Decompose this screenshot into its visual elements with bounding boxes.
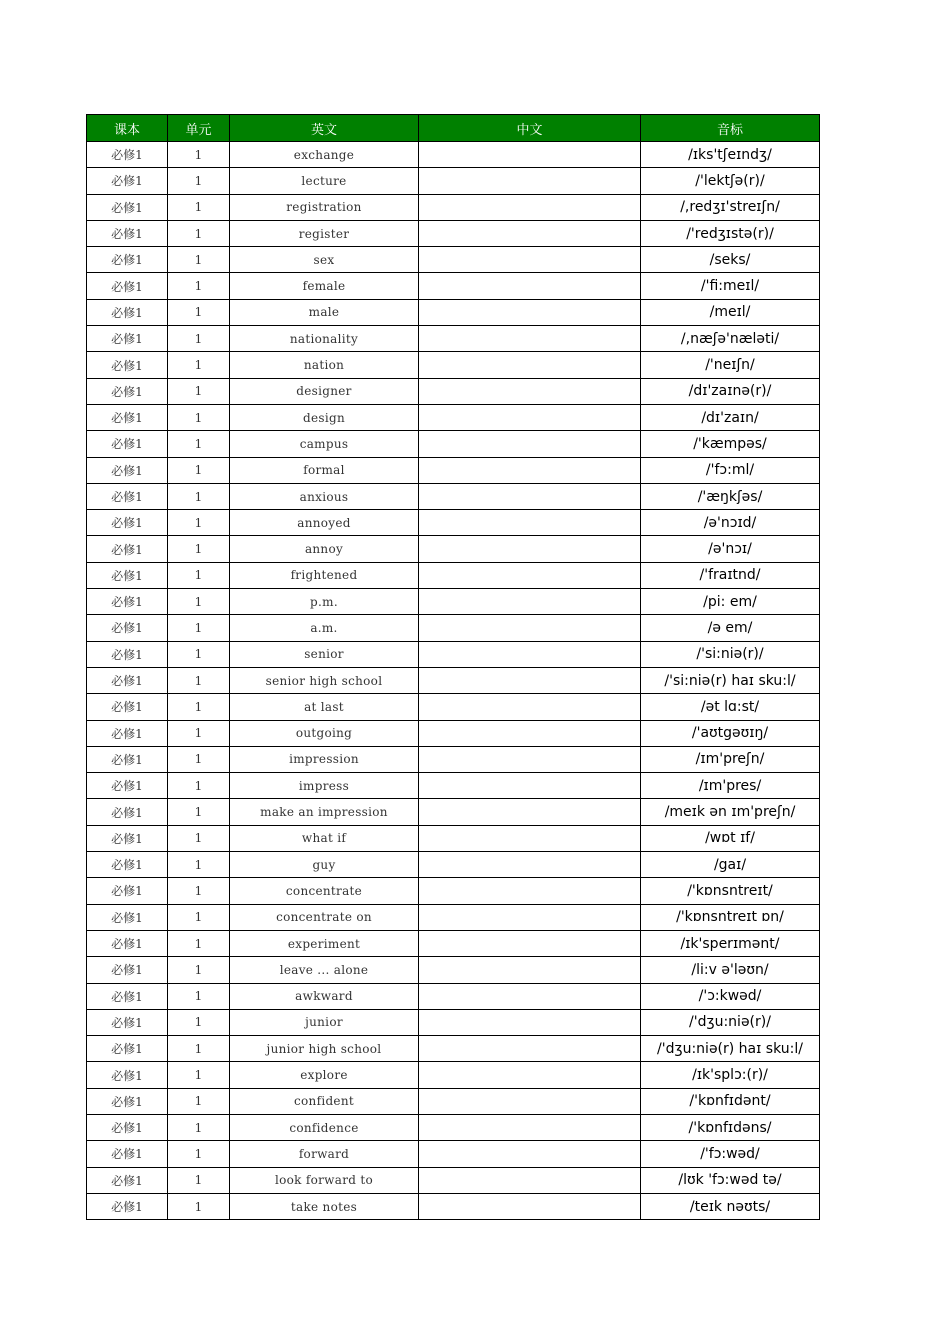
cell-chinese xyxy=(419,720,641,746)
cell-phonetic: /ə'nɔɪ/ xyxy=(641,536,820,562)
table-row xyxy=(87,930,820,956)
cell-english: designer xyxy=(230,378,419,404)
table-row xyxy=(87,194,820,220)
header-row xyxy=(87,115,820,142)
cell-book: 必修1 xyxy=(87,878,168,904)
cell-english: design xyxy=(230,404,419,430)
table-row xyxy=(87,536,820,562)
table-row xyxy=(87,510,820,536)
cell-chinese xyxy=(419,1193,641,1219)
cell-chinese xyxy=(419,299,641,325)
cell-phonetic: /'si:niə(r)/ xyxy=(641,641,820,667)
table-row xyxy=(87,667,820,693)
cell-book: 必修1 xyxy=(87,615,168,641)
cell-book: 必修1 xyxy=(87,273,168,299)
cell-unit: 1 xyxy=(168,483,230,509)
cell-english: anxious xyxy=(230,483,419,509)
cell-phonetic: /ɪm'preʃn/ xyxy=(641,746,820,772)
cell-unit: 1 xyxy=(168,957,230,983)
cell-phonetic: /lʊk 'fɔ:wəd tə/ xyxy=(641,1167,820,1193)
cell-book: 必修1 xyxy=(87,536,168,562)
table-row xyxy=(87,1141,820,1167)
cell-phonetic: /'redʒɪstə(r)/ xyxy=(641,220,820,246)
cell-chinese xyxy=(419,1036,641,1062)
cell-unit: 1 xyxy=(168,825,230,851)
cell-book: 必修1 xyxy=(87,220,168,246)
cell-phonetic: /dɪ'zaɪnə(r)/ xyxy=(641,378,820,404)
cell-chinese xyxy=(419,483,641,509)
cell-chinese xyxy=(419,220,641,246)
cell-chinese xyxy=(419,1009,641,1035)
cell-unit: 1 xyxy=(168,746,230,772)
cell-unit: 1 xyxy=(168,378,230,404)
cell-english: junior xyxy=(230,1009,419,1035)
cell-unit: 1 xyxy=(168,1114,230,1140)
cell-phonetic: /'fɔ:wəd/ xyxy=(641,1141,820,1167)
table-row xyxy=(87,825,820,851)
cell-book: 必修1 xyxy=(87,825,168,851)
cell-chinese xyxy=(419,378,641,404)
cell-english: lecture xyxy=(230,168,419,194)
table-row xyxy=(87,1167,820,1193)
cell-unit: 1 xyxy=(168,1009,230,1035)
table-row xyxy=(87,247,820,273)
cell-book: 必修1 xyxy=(87,352,168,378)
table-row xyxy=(87,1114,820,1140)
cell-book: 必修1 xyxy=(87,930,168,956)
cell-chinese xyxy=(419,510,641,536)
cell-book: 必修1 xyxy=(87,1141,168,1167)
cell-chinese xyxy=(419,694,641,720)
cell-chinese xyxy=(419,457,641,483)
cell-phonetic: /seks/ xyxy=(641,247,820,273)
cell-english: leave ... alone xyxy=(230,957,419,983)
cell-unit: 1 xyxy=(168,1062,230,1088)
cell-unit: 1 xyxy=(168,536,230,562)
cell-unit: 1 xyxy=(168,404,230,430)
cell-unit: 1 xyxy=(168,299,230,325)
table-row xyxy=(87,641,820,667)
cell-unit: 1 xyxy=(168,983,230,1009)
table-row xyxy=(87,878,820,904)
cell-unit: 1 xyxy=(168,930,230,956)
cell-book: 必修1 xyxy=(87,142,168,168)
table-row xyxy=(87,904,820,930)
cell-chinese xyxy=(419,930,641,956)
cell-phonetic: /teɪk nəʊts/ xyxy=(641,1193,820,1219)
cell-book: 必修1 xyxy=(87,957,168,983)
cell-chinese xyxy=(419,589,641,615)
table-row xyxy=(87,957,820,983)
header-unit: 单元 xyxy=(168,115,230,142)
cell-book: 必修1 xyxy=(87,326,168,352)
cell-phonetic: /pi: em/ xyxy=(641,589,820,615)
cell-english: nation xyxy=(230,352,419,378)
table-row xyxy=(87,720,820,746)
cell-english: experiment xyxy=(230,930,419,956)
cell-chinese xyxy=(419,1062,641,1088)
table-row xyxy=(87,983,820,1009)
cell-english: male xyxy=(230,299,419,325)
cell-book: 必修1 xyxy=(87,720,168,746)
cell-book: 必修1 xyxy=(87,1009,168,1035)
cell-phonetic: /ɪk'splɔ:(r)/ xyxy=(641,1062,820,1088)
cell-unit: 1 xyxy=(168,562,230,588)
cell-phonetic: /'dʒu:niə(r) haɪ sku:l/ xyxy=(641,1036,820,1062)
cell-chinese xyxy=(419,168,641,194)
cell-english: forward xyxy=(230,1141,419,1167)
cell-phonetic: /'fɔ:ml/ xyxy=(641,457,820,483)
cell-english: registration xyxy=(230,194,419,220)
cell-chinese xyxy=(419,431,641,457)
cell-english: concentrate xyxy=(230,878,419,904)
cell-phonetic: /'kɒnfɪdəns/ xyxy=(641,1114,820,1140)
cell-english: sex xyxy=(230,247,419,273)
vocabulary-table xyxy=(86,114,820,1220)
cell-unit: 1 xyxy=(168,194,230,220)
cell-book: 必修1 xyxy=(87,168,168,194)
cell-phonetic: /'æŋkʃəs/ xyxy=(641,483,820,509)
cell-phonetic: /'kɒnsntreɪt/ xyxy=(641,878,820,904)
cell-book: 必修1 xyxy=(87,1088,168,1114)
cell-phonetic: /'kɒnsntreɪt ɒn/ xyxy=(641,904,820,930)
table-row xyxy=(87,299,820,325)
cell-english: a.m. xyxy=(230,615,419,641)
cell-english: impression xyxy=(230,746,419,772)
cell-book: 必修1 xyxy=(87,641,168,667)
table-row xyxy=(87,1062,820,1088)
cell-unit: 1 xyxy=(168,510,230,536)
cell-english: awkward xyxy=(230,983,419,1009)
cell-chinese xyxy=(419,615,641,641)
cell-english: formal xyxy=(230,457,419,483)
cell-phonetic: /meɪl/ xyxy=(641,299,820,325)
table-row xyxy=(87,483,820,509)
table-body xyxy=(87,142,820,1220)
cell-phonetic: /meɪk ən ɪm'preʃn/ xyxy=(641,799,820,825)
cell-book: 必修1 xyxy=(87,799,168,825)
cell-chinese xyxy=(419,142,641,168)
cell-english: p.m. xyxy=(230,589,419,615)
cell-unit: 1 xyxy=(168,352,230,378)
cell-book: 必修1 xyxy=(87,510,168,536)
cell-chinese xyxy=(419,746,641,772)
table-row xyxy=(87,273,820,299)
cell-english: exchange xyxy=(230,142,419,168)
cell-chinese xyxy=(419,247,641,273)
cell-unit: 1 xyxy=(168,799,230,825)
header-phonetic: 音标 xyxy=(641,115,820,142)
cell-book: 必修1 xyxy=(87,1193,168,1219)
table-row xyxy=(87,142,820,168)
table-row xyxy=(87,326,820,352)
cell-chinese xyxy=(419,773,641,799)
cell-book: 必修1 xyxy=(87,1036,168,1062)
cell-unit: 1 xyxy=(168,457,230,483)
cell-unit: 1 xyxy=(168,641,230,667)
cell-english: at last xyxy=(230,694,419,720)
cell-book: 必修1 xyxy=(87,457,168,483)
cell-unit: 1 xyxy=(168,852,230,878)
cell-english: guy xyxy=(230,852,419,878)
cell-book: 必修1 xyxy=(87,1062,168,1088)
cell-phonetic: /li:v ə'ləʊn/ xyxy=(641,957,820,983)
cell-phonetic: /'aʊtgəʊɪŋ/ xyxy=(641,720,820,746)
cell-unit: 1 xyxy=(168,720,230,746)
cell-chinese xyxy=(419,667,641,693)
cell-phonetic: /ət lɑ:st/ xyxy=(641,694,820,720)
cell-book: 必修1 xyxy=(87,983,168,1009)
cell-chinese xyxy=(419,404,641,430)
cell-english: campus xyxy=(230,431,419,457)
cell-unit: 1 xyxy=(168,1193,230,1219)
cell-unit: 1 xyxy=(168,168,230,194)
cell-book: 必修1 xyxy=(87,483,168,509)
cell-chinese xyxy=(419,852,641,878)
table-row xyxy=(87,562,820,588)
cell-phonetic: /ə'nɔɪd/ xyxy=(641,510,820,536)
cell-english: annoyed xyxy=(230,510,419,536)
cell-chinese xyxy=(419,983,641,1009)
cell-unit: 1 xyxy=(168,904,230,930)
cell-unit: 1 xyxy=(168,247,230,273)
cell-phonetic: /'fi:meɪl/ xyxy=(641,273,820,299)
cell-book: 必修1 xyxy=(87,247,168,273)
cell-unit: 1 xyxy=(168,1141,230,1167)
cell-unit: 1 xyxy=(168,1036,230,1062)
cell-book: 必修1 xyxy=(87,1167,168,1193)
cell-english: junior high school xyxy=(230,1036,419,1062)
cell-chinese xyxy=(419,904,641,930)
table-row xyxy=(87,694,820,720)
cell-book: 必修1 xyxy=(87,562,168,588)
cell-book: 必修1 xyxy=(87,667,168,693)
header-book: 课本 xyxy=(87,115,168,142)
cell-chinese xyxy=(419,1088,641,1114)
cell-book: 必修1 xyxy=(87,431,168,457)
cell-chinese xyxy=(419,536,641,562)
cell-english: register xyxy=(230,220,419,246)
cell-english: confident xyxy=(230,1088,419,1114)
table-row xyxy=(87,1088,820,1114)
header-chinese: 中文 xyxy=(419,115,641,142)
cell-phonetic: /'kɒnfɪdənt/ xyxy=(641,1088,820,1114)
cell-book: 必修1 xyxy=(87,378,168,404)
cell-unit: 1 xyxy=(168,326,230,352)
header-english: 英文 xyxy=(230,115,419,142)
cell-english: what if xyxy=(230,825,419,851)
table-row xyxy=(87,378,820,404)
cell-phonetic: /ə em/ xyxy=(641,615,820,641)
table-row xyxy=(87,1193,820,1219)
cell-chinese xyxy=(419,957,641,983)
table-row xyxy=(87,431,820,457)
cell-book: 必修1 xyxy=(87,746,168,772)
cell-chinese xyxy=(419,799,641,825)
cell-phonetic: /dɪ'zaɪn/ xyxy=(641,404,820,430)
cell-chinese xyxy=(419,1114,641,1140)
cell-book: 必修1 xyxy=(87,773,168,799)
cell-book: 必修1 xyxy=(87,852,168,878)
cell-phonetic: /'lektʃə(r)/ xyxy=(641,168,820,194)
cell-english: confidence xyxy=(230,1114,419,1140)
cell-chinese xyxy=(419,194,641,220)
cell-english: nationality xyxy=(230,326,419,352)
cell-phonetic: /ɪm'pres/ xyxy=(641,773,820,799)
cell-phonetic: /'neɪʃn/ xyxy=(641,352,820,378)
table-row xyxy=(87,457,820,483)
cell-english: impress xyxy=(230,773,419,799)
cell-unit: 1 xyxy=(168,273,230,299)
cell-unit: 1 xyxy=(168,1167,230,1193)
cell-phonetic: /ɪk'sperɪmənt/ xyxy=(641,930,820,956)
cell-phonetic: /'ɔ:kwəd/ xyxy=(641,983,820,1009)
cell-phonetic: /ɪks'tʃeɪndʒ/ xyxy=(641,142,820,168)
cell-english: look forward to xyxy=(230,1167,419,1193)
cell-english: outgoing xyxy=(230,720,419,746)
table-row xyxy=(87,1036,820,1062)
cell-phonetic: /'si:niə(r) haɪ sku:l/ xyxy=(641,667,820,693)
cell-phonetic: /,næʃə'næləti/ xyxy=(641,326,820,352)
cell-phonetic: /,redʒɪ'streɪʃn/ xyxy=(641,194,820,220)
cell-chinese xyxy=(419,825,641,851)
cell-book: 必修1 xyxy=(87,589,168,615)
cell-chinese xyxy=(419,641,641,667)
cell-unit: 1 xyxy=(168,431,230,457)
cell-english: frightened xyxy=(230,562,419,588)
cell-book: 必修1 xyxy=(87,404,168,430)
cell-chinese xyxy=(419,326,641,352)
cell-book: 必修1 xyxy=(87,904,168,930)
cell-english: female xyxy=(230,273,419,299)
cell-english: concentrate on xyxy=(230,904,419,930)
cell-english: annoy xyxy=(230,536,419,562)
cell-chinese xyxy=(419,1167,641,1193)
cell-english: senior high school xyxy=(230,667,419,693)
table-row xyxy=(87,799,820,825)
cell-unit: 1 xyxy=(168,667,230,693)
table-row xyxy=(87,589,820,615)
cell-english: senior xyxy=(230,641,419,667)
cell-book: 必修1 xyxy=(87,694,168,720)
cell-book: 必修1 xyxy=(87,1114,168,1140)
table-row xyxy=(87,404,820,430)
cell-phonetic: /'kæmpəs/ xyxy=(641,431,820,457)
table-row xyxy=(87,352,820,378)
cell-phonetic: /gaɪ/ xyxy=(641,852,820,878)
table-row xyxy=(87,773,820,799)
cell-phonetic: /'dʒu:niə(r)/ xyxy=(641,1009,820,1035)
cell-unit: 1 xyxy=(168,773,230,799)
cell-unit: 1 xyxy=(168,694,230,720)
table-row xyxy=(87,746,820,772)
cell-phonetic: /wɒt ɪf/ xyxy=(641,825,820,851)
cell-english: explore xyxy=(230,1062,419,1088)
cell-english: make an impression xyxy=(230,799,419,825)
cell-unit: 1 xyxy=(168,1088,230,1114)
table-row xyxy=(87,615,820,641)
table-row xyxy=(87,220,820,246)
cell-chinese xyxy=(419,878,641,904)
table-row xyxy=(87,852,820,878)
cell-chinese xyxy=(419,562,641,588)
table-row xyxy=(87,1009,820,1035)
cell-phonetic: /'fraɪtnd/ xyxy=(641,562,820,588)
cell-english: take notes xyxy=(230,1193,419,1219)
cell-chinese xyxy=(419,352,641,378)
table-row xyxy=(87,168,820,194)
cell-book: 必修1 xyxy=(87,299,168,325)
cell-chinese xyxy=(419,1141,641,1167)
cell-unit: 1 xyxy=(168,220,230,246)
cell-unit: 1 xyxy=(168,142,230,168)
cell-unit: 1 xyxy=(168,615,230,641)
cell-book: 必修1 xyxy=(87,194,168,220)
cell-chinese xyxy=(419,273,641,299)
cell-unit: 1 xyxy=(168,878,230,904)
cell-unit: 1 xyxy=(168,589,230,615)
